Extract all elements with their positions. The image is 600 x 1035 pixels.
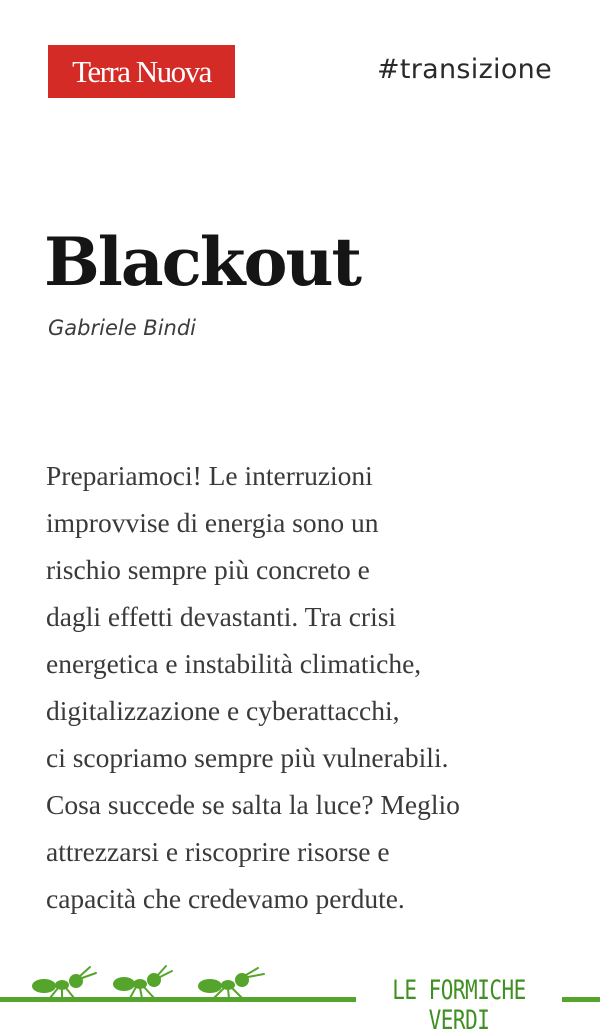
series-name: LE FORMICHE VERDI [392, 975, 526, 1035]
ant-icon [196, 964, 266, 1000]
blurb-line: improvvise di energia sono un [46, 507, 379, 538]
series-tag: #transizione [376, 54, 552, 85]
blurb [46, 452, 566, 922]
author-name: Gabriele Bindi [48, 316, 197, 340]
series-footer [0, 958, 600, 1035]
blurb-line: attrezzarsi e riscoprire risorse e [46, 836, 390, 867]
ant-icon [108, 964, 178, 1000]
blurb-line: rischio sempre più concreto e [46, 554, 370, 585]
publisher-logo-text: Terra Nuova [72, 54, 211, 89]
blurb-line: dagli effetti devastanti. Tra crisi [46, 601, 397, 632]
blurb-line: ci scopriamo sempre più vulnerabili. [46, 742, 449, 773]
blurb-line: Prepariamoci! Le interruzioni [46, 460, 373, 491]
blurb-line: energetica e instabilità climatiche, [46, 648, 422, 679]
book-title: Blackout [44, 223, 361, 302]
ground-line-right [562, 997, 600, 1002]
blurb-line: Cosa succede se salta la luce? Meglio [46, 789, 460, 820]
blurb-line: digitalizzazione e cyberattacchi, [46, 695, 400, 726]
ant-icon [30, 964, 100, 1000]
blurb-line: capacità che credevamo perdute. [46, 883, 405, 914]
publisher-logo [48, 45, 235, 98]
